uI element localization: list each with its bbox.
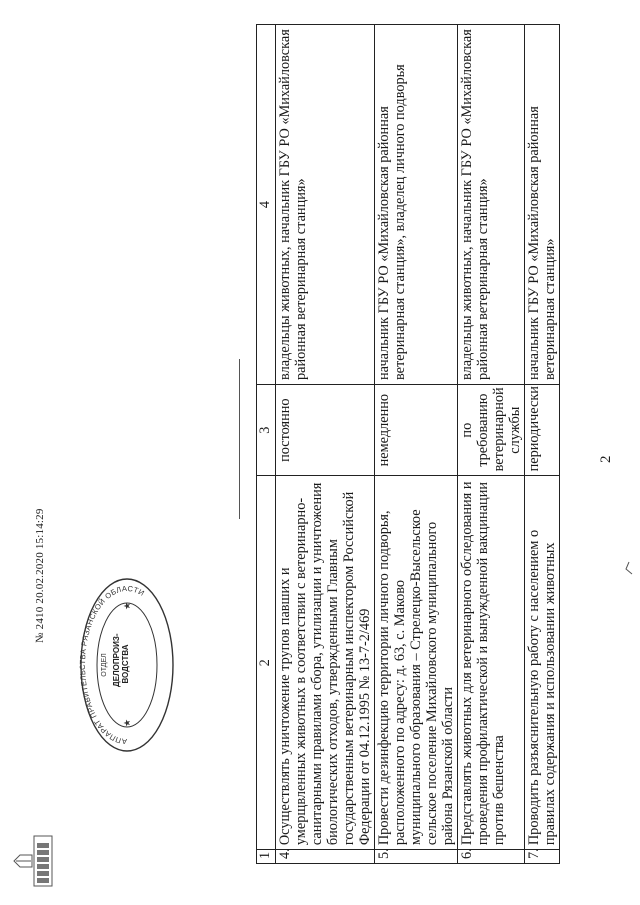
stamp-ring-text: АППАРАТ ПРАВИТЕЛЬСТВА РЯЗАНСКОЙ ОБЛАСТИ [78, 583, 147, 747]
row-number: 4. [276, 850, 375, 864]
row-term: периодически [525, 384, 560, 475]
row-action: Представлять животных для ветеринарного обследования и проведения профилактической и вынужденной вакцинации против бешенства [458, 476, 525, 850]
coat-of-arms-icon [12, 835, 56, 887]
tick-mark-icon [624, 561, 634, 575]
svg-text:★: ★ [122, 601, 132, 610]
header-cell: 2 [257, 476, 276, 850]
row-action: Осуществлять уничтожение трупов павших и умерщвленных животных в соответствии с ветеринарно-санитарными правилами сбора, утилизации и уничтожения биологических отходов, утвержденными Главным государственным ветеринарным инспектором Российской Федерации от 04.12.1995 № 13-7-2/469 [276, 476, 375, 850]
measures-table [256, 24, 560, 864]
header-cell: 4 [257, 25, 276, 385]
header-cell: 3 [257, 384, 276, 475]
row-responsible: владельцы животных, начальник ГБУ РО «Михайловская районная ветеринарная станция» [276, 25, 375, 385]
table-row [525, 25, 560, 864]
page-number: 2 [598, 455, 614, 463]
row-number: 5. [375, 850, 458, 864]
row-term: постоянно [276, 384, 375, 475]
registration-number: № 2410 20.02.2020 15:14:29 [34, 508, 46, 643]
row-number: 6. [458, 850, 525, 864]
row-action: Проводить разъяснительную работу с населением о правилах содержания и использовании животных [525, 476, 560, 850]
table-row [458, 25, 525, 864]
row-action: Провести дезинфекцию территории личного подворья, расположенного по адресу: д. 63, с. Маково муниципального образования – Стрелецко-Высельское сельское поселение Михайловского муниципального района Рязанской области [375, 476, 458, 850]
stamp-center-text: ДЕЛОПРОИЗ-ВОДСТВА [112, 633, 130, 687]
table-row [375, 25, 458, 864]
table-header-row [257, 25, 276, 864]
row-responsible: начальник ГБУ РО «Михайловская районная ветеринарная станция», владелец личного подворья [375, 25, 458, 385]
table-row [276, 25, 375, 864]
stamp-inner-text: ОТДЕЛ [101, 653, 108, 677]
row-responsible: начальник ГБУ РО «Михайловская районная ветеринарная станция» [525, 25, 560, 385]
row-responsible: владельцы животных, начальник ГБУ РО «Михайловская районная ветеринарная станция» [458, 25, 525, 385]
svg-text:★: ★ [122, 718, 132, 727]
row-number: 7. [525, 850, 560, 864]
row-term: немедленно [375, 384, 458, 475]
header-cell: 1 [257, 850, 276, 864]
row-term: по требованию ветеринарной службы [458, 384, 525, 475]
separator-line [239, 359, 240, 519]
